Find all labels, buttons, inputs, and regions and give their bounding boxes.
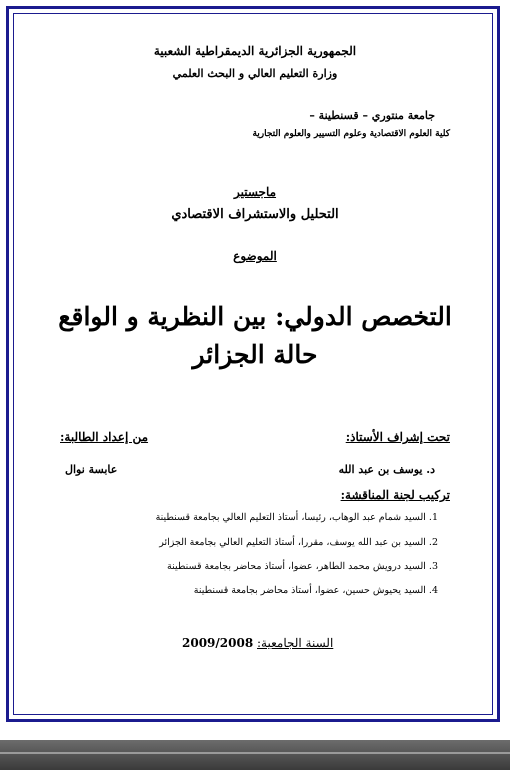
faculty-name: كلية العلوم الاقتصادية وعلوم التسيير والعلوم التجارية (252, 129, 450, 139)
university-name: جامعة منتوري – قسنطينة – (309, 109, 435, 122)
republic-name: الجمهورية الجزائرية الديمقراطية الشعبية (153, 44, 357, 58)
subject-title-line2: حالة الجزائر (192, 340, 318, 369)
subject-label: الموضوع (233, 249, 277, 263)
viewer-footer-bar (0, 740, 510, 770)
supervisor-label: تحت إشراف الأستاذ: (345, 430, 450, 444)
academic-year-value: 2009/2008 (182, 636, 254, 650)
committee-member: 3. السيد درويش محمد الطاهر، عضوا، أستاذ محاضر بجامعة قسنطينة (167, 561, 438, 572)
committee-label: تركيب لجنة المناقشة: (340, 488, 450, 502)
committee-member: 4. السيد يحيوش حسين، عضوا، أستاذ محاضر بجامعة قسنطينة (193, 585, 438, 596)
academic-year-line (182, 636, 333, 650)
ministry-name: وزارة التعليم العالي و البحث العلمي (172, 67, 338, 80)
subject-title-line1: التخصص الدولي: بين النظرية و الواقع (58, 302, 452, 331)
degree-specialty: التحليل والاستشراف الاقتصادي (171, 207, 339, 222)
degree-label: ماجستير (233, 185, 277, 199)
committee-member: 1. السيد شمام عبد الوهاب، رئيسا، أستاذ التعليم العالي بجامعة قسنطينة (155, 512, 438, 523)
committee-member: 2. السيد بن عبد الله يوسف، مقررا، أستاذ التعليم العالي بجامعة الجزائر (159, 537, 438, 548)
viewer-footer-divider (0, 752, 510, 754)
student-name: عابسة نوال (65, 463, 118, 476)
supervisor-name: د. يوسف بن عبد الله (338, 463, 435, 476)
student-label: من إعداد الطالبة: (60, 430, 149, 444)
academic-year-label: السنة الجامعية: (257, 636, 334, 650)
